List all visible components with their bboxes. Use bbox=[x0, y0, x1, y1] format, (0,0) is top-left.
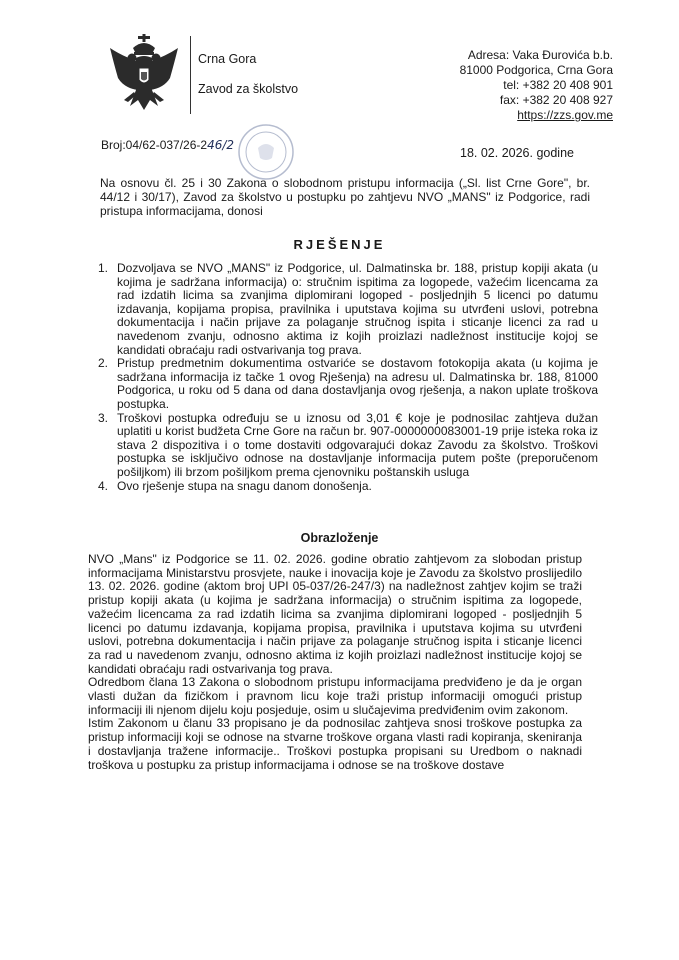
item-number: 4. bbox=[98, 478, 109, 493]
header-divider bbox=[190, 36, 191, 114]
section-title: Obrazloženje bbox=[300, 531, 379, 545]
list-item bbox=[98, 412, 598, 480]
item-text: Troškovi postupka određuju se u iznosu od 3,01 € koje je podnosilac zahtjeva dužan uplatiti u korist budžeta Crne Gore na račun br. 907-0000000083001-19 prije isteka roka iz stava 2 dispozitiva i o tome dostaviti odgovarajući dokaz Zavodu za školstvo. Troškovi postupka se isključivo odnose na dostavljanje informacija putem pošte (preporučenom pošiljkom) ili brzom pošiljkom prema cjenovniku poštanskih usluga bbox=[117, 410, 598, 479]
stamp-icon bbox=[236, 122, 296, 182]
fax-line: fax: +382 20 408 927 bbox=[499, 93, 613, 107]
item-number: 1. bbox=[98, 261, 109, 275]
country-name: Crna Gora bbox=[198, 52, 257, 66]
reasoning-section bbox=[88, 553, 582, 772]
reference-label: Broj:04/62-037/26-2 bbox=[101, 138, 208, 152]
item-text: Dozvoljava se NVO „MANS" iz Podgorice, ul. Dalmatinska br. 188, pristup kopiji akata (u kojima je sadržana informacija) o: stručnim ispitima za logopede, važećim licencama za rad izdatih licima sa zvanjima diplomirani logoped - posljednjih 5 licenci po datumu izdavanja, kopijama propisa, pravilnika i uputstava kojima su utvrđeni uslovi, potrebna dokumentacija i način prijave za polaganje stručnog ispita i sticanje licenci za rad u navedenom zvanju, odnosno aktima iz kojih proizlazi nadležnost institucije kojoj se kandidati obraćaju radi ostvarivanja tog prava. bbox=[117, 261, 598, 357]
list-item bbox=[98, 480, 598, 494]
intro-paragraph: Na osnovu čl. 25 i 30 Zakona o slobodnom pristupu informacija („Sl. list Crne Gore", br. 44/12 i 30/17), Zavod za školstvo u postupku po zahtjevu NVO „MANS" iz Podgorice, radi pristupa informacijama, donosi bbox=[100, 176, 590, 218]
list-item bbox=[98, 357, 598, 411]
reasoning-paragraph: Istim Zakonom u članu 33 propisano je da podnosilac zahtjeva snosi troškove postupka za pristup informaciji koji se odnose na stvarne troškove organa vlasti radi kopiranja, skeniranja i dostavljanja tražene informacije.. Troškovi postupka propisani su Uredbom o naknadi troškova u postupku za pristup informacijama i odnose se na troškove dostave bbox=[88, 716, 582, 772]
reasoning-paragraph: NVO „Mans" iz Podgorice se 11. 02. 2026. godine obratio zahtjevom za slobodan pristup informacijama Ministarstvu prosvjete, nauke i inovacija koje je Zavodu za školstvo proslijedilo 13. 02. 2026. godine (aktom broj UPI 05-037/26-247/3) na nadležnost zahtjev kojim se traži pristup kopiji akata (u kojima je sadržana informacija) o stručnim ispitima za logopede, važećim licencama za rad izdatih licima sa zvanjima diplomirani logoped - posljednjih 5 licenci po datumu izdavanja, kopijama propisa, pravilnika i uputstava kojima su utvrđeni uslovi, potrebna dokumentacija i način prijave za polaganje stručnog ispita i sticanje licenci za rad u navedenom zvanju, odnosno aktima iz kojih proizlazi nadležnost institucije kojoj se kandidati obraćaju radi ostvarivanja tog prava. bbox=[88, 552, 582, 676]
city-line: 81000 Podgorica, Crna Gora bbox=[459, 63, 613, 77]
item-text: Ovo rješenje stupa na snagu danom donošenja. bbox=[117, 478, 372, 493]
document-date: 18. 02. 2026. godine bbox=[460, 146, 574, 160]
document-title: RJEŠENJE bbox=[293, 237, 386, 252]
reference-handwritten: 46/2 bbox=[207, 138, 235, 152]
item-text: Pristup predmetnim dokumentima ostvariće se dostavom fotokopija akata (u kojima je sadržana informacija iz tačke 1 ovog Rješenja) na adresu ul. Dalmatinska br. 188, 81000 Podgorica, u roku od 5 dana od dana dostavljanja ovog rješenja, a nakon uplate troškova postupka. bbox=[117, 356, 598, 411]
phone-line: tel: +382 20 408 901 bbox=[503, 78, 613, 92]
item-number: 3. bbox=[98, 410, 109, 425]
reasoning-paragraph: Odredbom člana 13 Zakona o slobodnom pristupu informacijama predviđeno je da je organ vlasti dužan da fizičkom i pravnom licu koje traži pristup informaciji omogući pristup informaciji ili njenom dijelu koju posjeduje, osim u slučajevima predviđenim ovim zakonom. bbox=[88, 675, 582, 717]
reference-number bbox=[101, 138, 234, 152]
address-line: Adresa: Vaka Đurovića b.b. bbox=[467, 48, 613, 62]
institution-name: Zavod za školstvo bbox=[198, 82, 299, 96]
decision-list bbox=[98, 262, 598, 493]
coat-of-arms-icon bbox=[108, 34, 180, 114]
address-block bbox=[460, 48, 613, 123]
item-number: 2. bbox=[98, 356, 109, 371]
list-item bbox=[98, 262, 598, 357]
website-link[interactable]: https://zzs.gov.me bbox=[517, 108, 613, 122]
